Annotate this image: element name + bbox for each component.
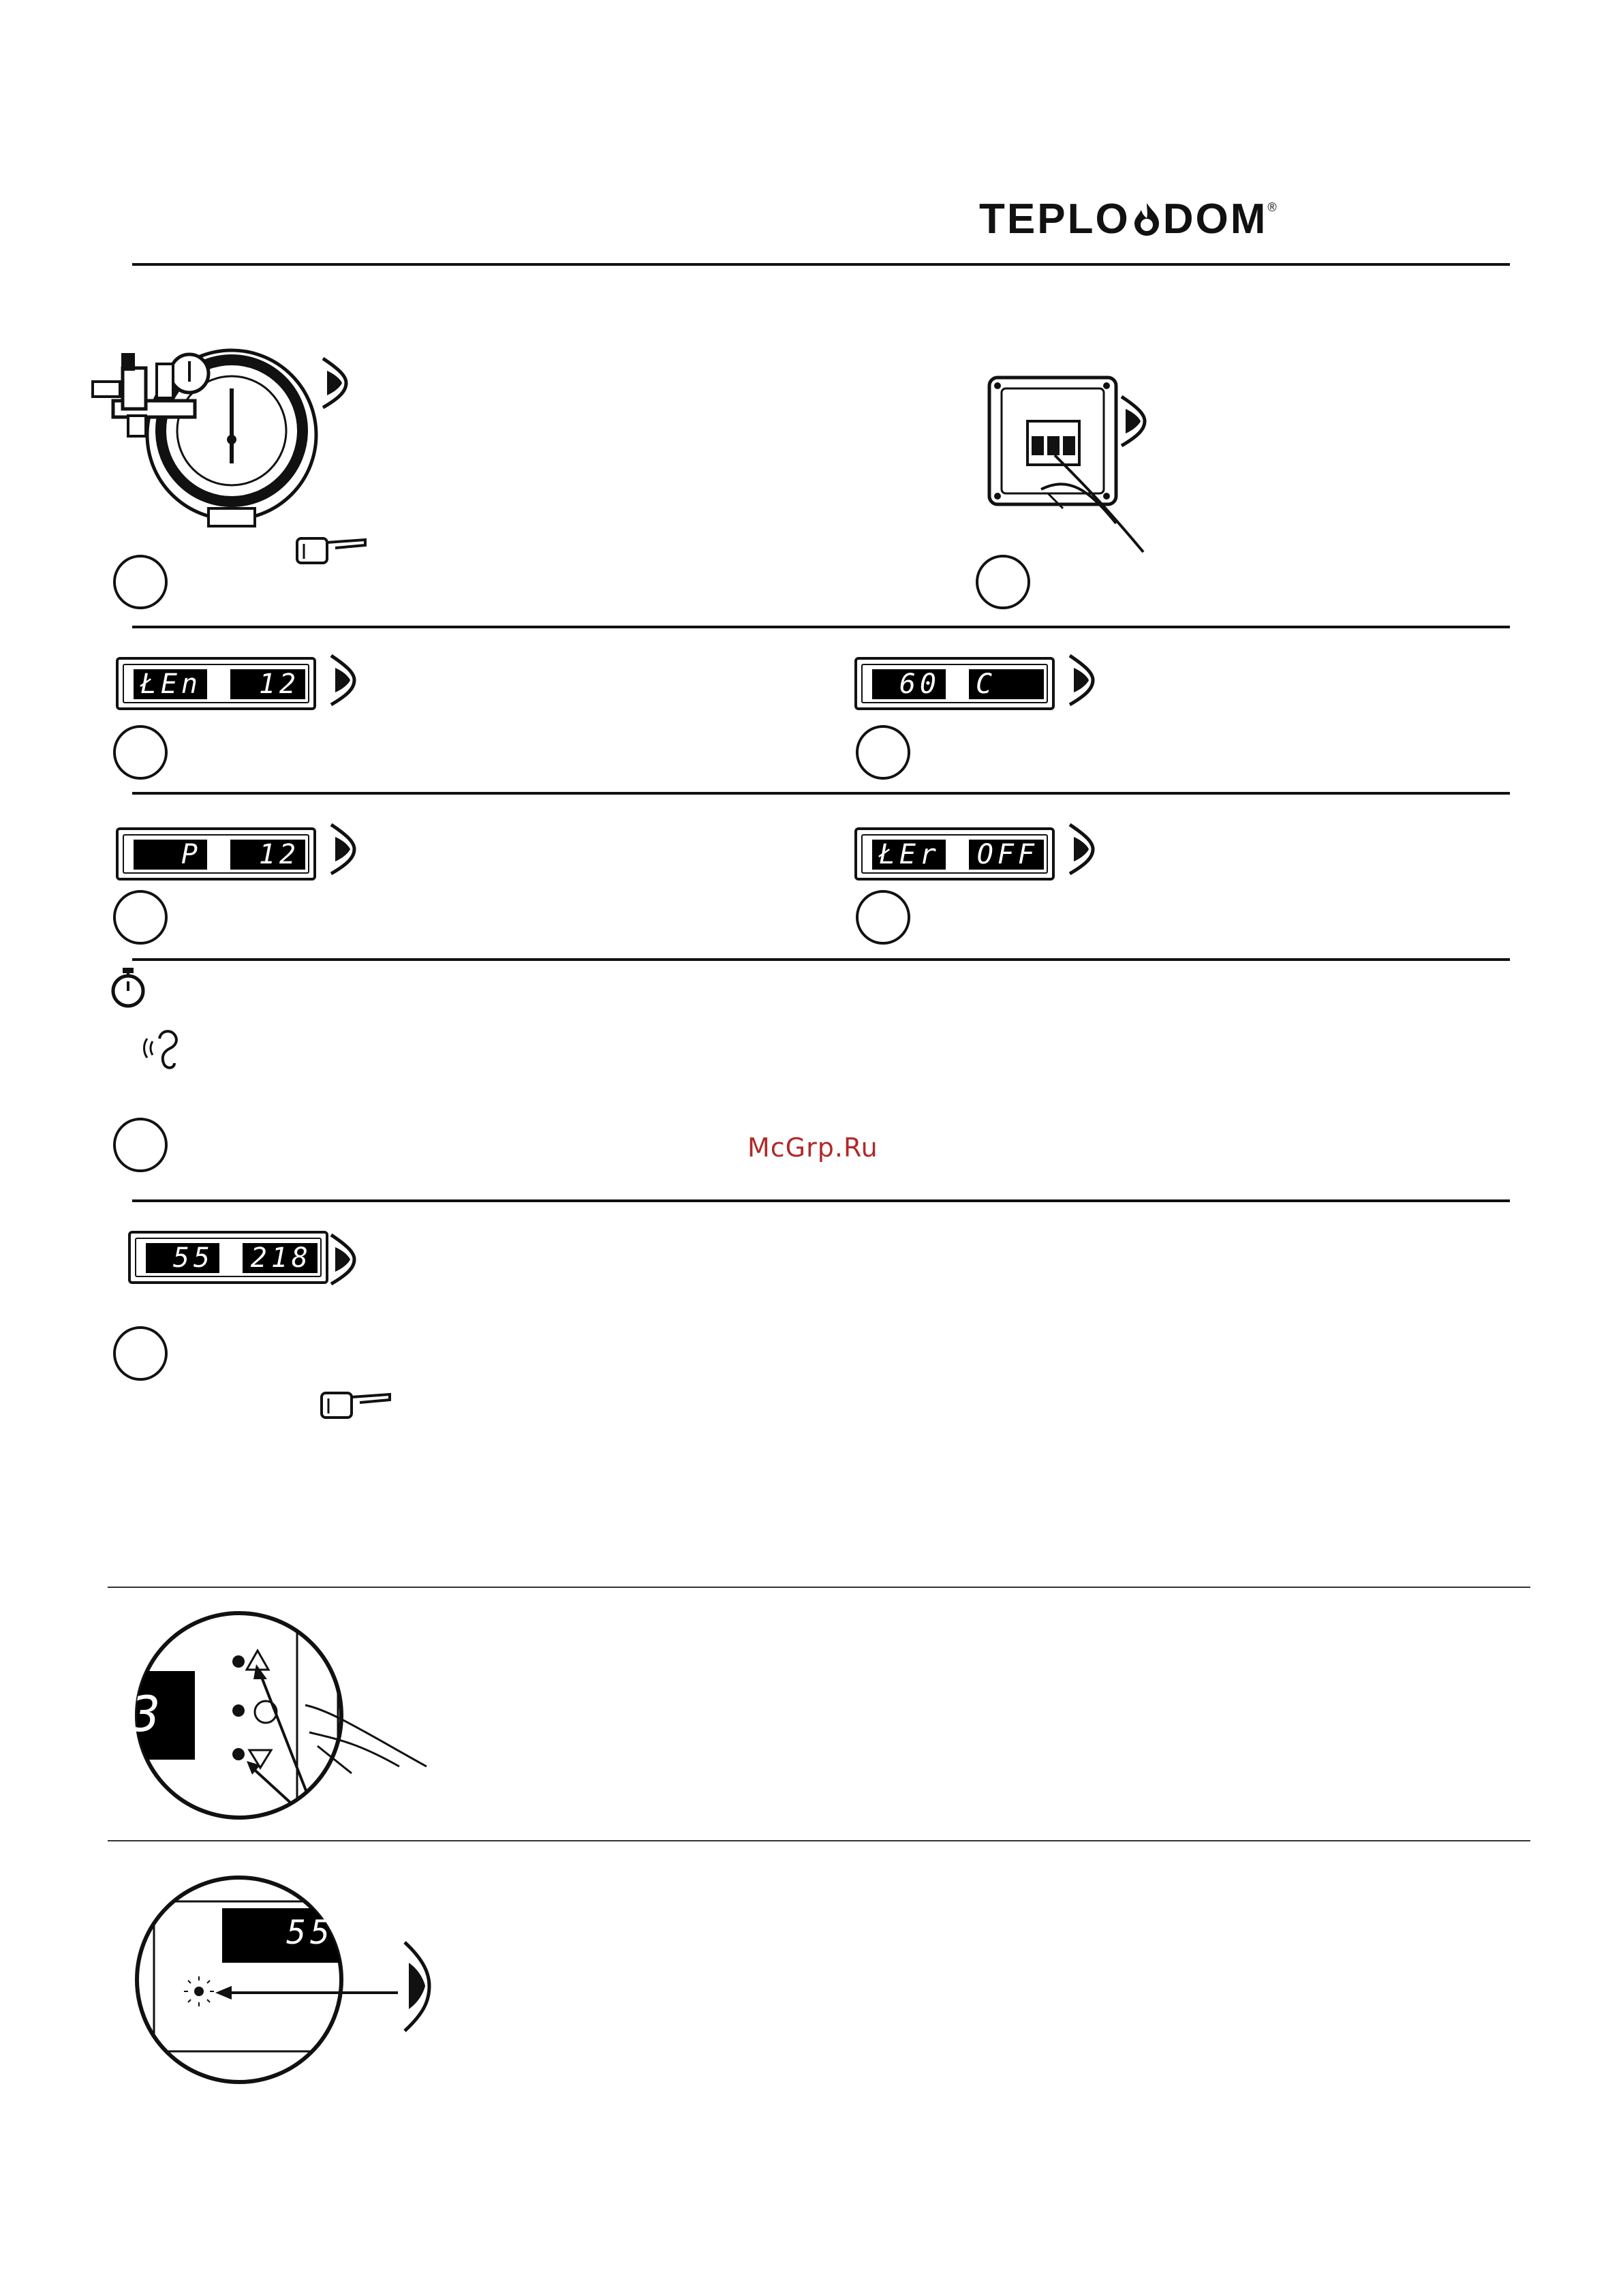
display-left-value: 55 bbox=[146, 1243, 219, 1273]
section-divider bbox=[108, 1587, 1530, 1588]
eye-icon bbox=[1066, 822, 1107, 876]
brand-left: TEPLO bbox=[979, 196, 1130, 243]
step-circle-6 bbox=[856, 890, 910, 945]
flame-icon bbox=[1132, 199, 1162, 234]
display-right-value: 12 bbox=[230, 840, 305, 870]
indicator-zoom bbox=[127, 1867, 467, 2092]
pressure-gauge-icon bbox=[80, 341, 326, 532]
lcd-display-temp bbox=[854, 657, 1055, 710]
section-divider bbox=[132, 792, 1510, 795]
display-right-value: 12 bbox=[230, 669, 305, 699]
eye-icon bbox=[327, 822, 368, 876]
step-circle-5 bbox=[113, 890, 168, 945]
step-circle-7 bbox=[113, 1118, 168, 1172]
stopwatch-icon bbox=[109, 966, 147, 1010]
brand-right: DOM bbox=[1162, 196, 1268, 243]
section-divider bbox=[132, 1199, 1510, 1202]
brand-logo bbox=[979, 195, 1279, 243]
eye-icon bbox=[327, 1232, 368, 1287]
display-left-value: ŁEn bbox=[134, 669, 207, 699]
step-circle-4 bbox=[856, 725, 910, 780]
step-circle-1 bbox=[113, 555, 168, 609]
lcd-display-ter bbox=[854, 827, 1055, 881]
lcd-display-ss bbox=[128, 1231, 328, 1284]
lcd-display-p bbox=[116, 827, 316, 881]
section-divider bbox=[132, 626, 1510, 628]
watermark: McGrp.Ru bbox=[747, 1133, 878, 1163]
registered-mark: ® bbox=[1267, 200, 1279, 215]
zoom-digit: 3 bbox=[131, 1685, 161, 1743]
display-left-value: 60 bbox=[872, 669, 946, 699]
section-divider bbox=[132, 958, 1510, 961]
eye-icon bbox=[1117, 394, 1158, 448]
header-divider bbox=[132, 263, 1510, 266]
control-panel-zoom bbox=[127, 1603, 440, 1828]
display-right-value: OFF bbox=[969, 840, 1044, 870]
display-right-value: 218 bbox=[243, 1243, 318, 1273]
lcd-display-ten bbox=[116, 657, 316, 710]
step-circle-2 bbox=[976, 555, 1030, 609]
zoom-display-value: 55 bbox=[286, 1914, 334, 1952]
pointing-hand-icon bbox=[294, 533, 368, 567]
step-circle-8 bbox=[113, 1326, 168, 1381]
ear-sound-icon bbox=[140, 1028, 188, 1073]
display-right-value: C bbox=[969, 669, 1044, 699]
eye-icon bbox=[327, 653, 368, 707]
pointing-hand-icon bbox=[319, 1388, 392, 1422]
section-divider bbox=[108, 1840, 1530, 1841]
eye-icon bbox=[319, 356, 360, 410]
display-left-value: ŁEr bbox=[872, 840, 946, 870]
eye-icon bbox=[1066, 653, 1107, 707]
step-circle-3 bbox=[113, 725, 168, 780]
display-left-value: P bbox=[134, 840, 207, 870]
